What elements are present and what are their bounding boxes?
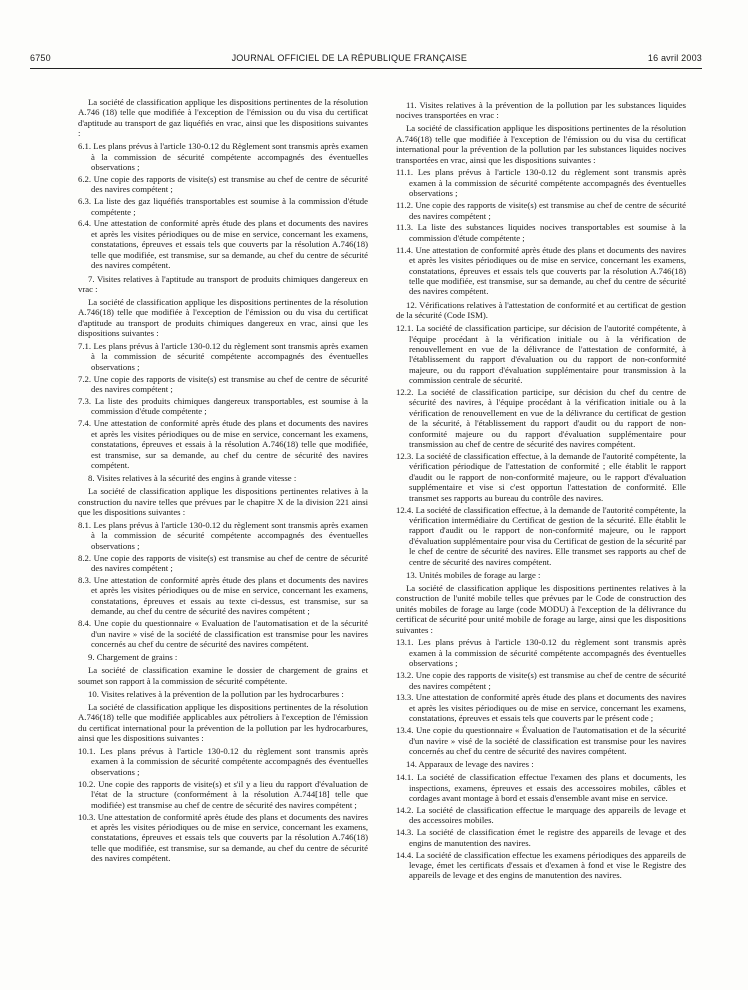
clause-text: Une copie des rapports de visite(s) est transmise au chef de centre de sécurité des navires compétent ; <box>91 373 368 395</box>
numbered-clause <box>396 670 686 691</box>
clause-number: 7.3. <box>78 395 92 406</box>
clause-number: 10.3. <box>78 811 96 822</box>
clause-number: 8.4. <box>78 618 92 629</box>
clause-text: La société de classification participe, sur décision de l'autorité compétente, à l'équipe procédant à la vérification initiale ou à la vérification de renouvellement en vue de la délivrance de l'attestation de conformité, à l'établissement du rapport d'évaluation ou du rapport de non-conformité majeure, ou du rapport d'évaluation supplémentaire pour transmission à la commission centrale de sécurité. <box>409 323 687 386</box>
clause-number: 12.1. <box>396 323 414 334</box>
clause-number: 6.1. <box>78 141 92 152</box>
numbered-clause <box>78 374 368 395</box>
clause-text: Une copie des rapports de visite(s) est transmise au chef de centre de sécurité des navires compétent ; <box>409 670 686 691</box>
numbered-clause <box>396 827 686 848</box>
paragraph: La société de classification applique les dispositions pertinentes de la résolution A.746(18) telle que modifiée à l'exception de l'émission ou du visa du certificat d'aptitude au transport de produits chimiques dangereux en vrac, ainsi que les dispositions suivantes : <box>78 296 368 339</box>
clause-number: 12.2. <box>396 387 414 398</box>
clause-number: 8.3. <box>78 574 92 585</box>
numbered-clause <box>78 418 368 470</box>
clause-text: Une attestation de conformité après étude des plans et documents des navires et après les visites périodiques ou de mise en service, concernant les examens, constatations, épreuves et essais au texte ci-dessus, est transmise, sur sa demande, au chef du centre de sécurité des navires compétent ; <box>91 574 369 617</box>
numbered-clause <box>78 520 368 551</box>
section-heading: 7. Visites relatives à l'aptitude au transport de produits chimiques dangereux en vrac : <box>78 273 368 294</box>
clause-text: Une copie du questionnaire « Evaluation de l'automatisation et de la sécurité d'un navire » visé de la société de classification est transmise pour les navires concernés au chef du centre de sécurité des navires compétent. <box>91 618 368 649</box>
numbered-clause <box>78 779 368 810</box>
clause-number: 14.1. <box>396 772 414 783</box>
clause-text: Les plans prévus à l'article 130-0.12 du règlement sont transmis après examen à la commission de sécurité compétente accompagnés des éventuelles observations ; <box>409 167 686 199</box>
numbered-clause <box>78 141 368 172</box>
clause-text: Une copie des rapports de visite(s) est transmise au chef de centre de sécurité des navires compétent ; <box>409 200 687 221</box>
paragraph: La société de classification applique les dispositions pertinentes de la résolution A.746(18) telle que modifiée applicables aux pétroliers à l'exception de l'émission du certificat international pour la prévention de la pollution par les hydrocarbures, ainsi que les dispositions suivantes : <box>78 701 368 744</box>
journal-title: JOURNAL OFFICIEL DE LA RÉPUBLIQUE FRANÇAISE <box>231 53 468 63</box>
section-heading: 11. Visites relatives à la prévention de la pollution par les substances liquides nocives transportées en vrac : <box>396 100 686 121</box>
numbered-clause <box>396 245 686 297</box>
clause-number: 11.3. <box>396 222 414 233</box>
numbered-clause <box>396 323 686 385</box>
clause-number: 8.1. <box>78 519 92 530</box>
paragraph: La société de classification applique les dispositions pertinentes de la résolution A.746(18) telle que modifiée à l'exception de l'émission ou du visa du certificat international pour la prévention de la pollution par les substances liquides nocives transportées en vrac, ainsi que les dispositions suivantes : <box>396 123 686 165</box>
section-heading: 14. Apparaux de levage des navires : <box>406 759 534 770</box>
clause-number: 13.2. <box>396 670 414 681</box>
clause-number: 11.1. <box>396 167 414 178</box>
clause-number: 14.2. <box>396 805 414 815</box>
clause-text: Une attestation de conformité après étude des plans et documents des navires et après les visites périodiques ou de mise en service, concernant les examens, constatations, épreuves et essais à la résolution A.746(18) telle que modifiée, est transmise, sur sa demande, au chef du centre de sécurité des navires compétent. <box>91 418 369 470</box>
clause-number: 13.3. <box>396 692 414 703</box>
clause-text: Une copie des rapports de visite(s) est transmise au chef de centre de sécurité des navires compétent ; <box>91 552 368 574</box>
clause-text: Les plans prévus à l'article 130-0.12 du règlement sont transmis après examen à la commission de sécurité compétente accompagnés des éventuelles observations ; <box>91 340 369 372</box>
numbered-clause <box>78 575 368 617</box>
page-header <box>30 51 702 65</box>
numbered-clause <box>396 805 686 826</box>
paragraph: La société de classification applique les dispositions pertinentes relatives à la construction du navire telles que prévues par le chapitre X de la division 221 ainsi que les dispositions suivantes : <box>78 486 368 518</box>
publication-date: 16 avril 2003 <box>647 53 702 63</box>
numbered-clause <box>396 850 686 881</box>
clause-text: La société de classification émet le registre des appareils de levage et des engins de manutention des navires. <box>409 827 686 848</box>
clause-number: 6.2. <box>78 173 92 184</box>
clause-text: Une attestation de conformité après étude des plans et documents des navires et après les visites périodiques ou de mise en service, concernant les examens, constatations, épreuves et essais tels que couverts par la résolution A.746(18) telle que modifiée, est transmise, sur sa demande, au chef du centre de sécurité des navires compétent. <box>91 218 369 271</box>
numbered-clause <box>396 505 686 567</box>
numbered-clause <box>78 618 368 649</box>
clause-text: La société de classification effectue le marquage des appareils de levage et des accessoires mobiles. <box>409 805 686 826</box>
clause-text: Une copie du questionnaire « Évaluation de l'automatisation et de la sécurité d'un navire » visé de la société de classification est transmise pour les navires concernés au chef du centre de sécurité des navires compétent. <box>409 725 687 756</box>
numbered-clause <box>78 218 368 270</box>
clause-number: 12.3. <box>396 451 414 461</box>
clause-text: La société de classification participe, sur décision du chef du centre de sécurité des navires, à l'équipe procédant à la vérification initiale ou à la vérification de renouvellement en vue de la délivrance du certificat de gestion de la sécurité, à l'établissement du rapport d'audit ou du rapport de non-conformité majeure ou du rapport d'évaluation supplémentaire pour transmission au chef de centre de sécurité des navires compétent. <box>409 387 686 450</box>
clause-number: 10.2. <box>78 778 96 789</box>
page-number: 6750 <box>30 53 51 63</box>
clause-text: Les plans prévus à l'article 130-0.12 du règlement sont transmis après examen à la commission de sécurité compétente accompagnés des éventuelles observations ; <box>91 746 368 777</box>
clause-text: Les plans prévus à l'article 130-0.12 du règlement sont transmis après examen à la commission de sécurité compétente accompagnés des éventuelles observations ; <box>91 519 369 551</box>
numbered-clause <box>78 812 368 864</box>
clause-number: 11.2. <box>396 200 414 211</box>
numbered-clause <box>396 222 686 243</box>
numbered-clause <box>396 387 686 449</box>
section-heading: 8. Visites relatives à la sécurité des engins à grande vitesse : <box>88 473 297 484</box>
clause-number: 14.3. <box>396 827 414 838</box>
clause-number: 6.3. <box>78 196 92 207</box>
paragraph: La société de classification applique les dispositions pertinentes de la résolution A.746 (18) telle que modifiée à l'exception de l'émission ou du visa du certificat d'aptitude au transport de gaz liquéfiés en vrac, ainsi que les dispositions suivantes : <box>78 97 368 139</box>
clause-number: 7.2. <box>78 373 92 384</box>
section-heading: 10. Visites relatives à la prévention de la pollution par les hydrocarbures : <box>88 689 344 700</box>
numbered-clause <box>78 396 368 417</box>
clause-number: 10.1. <box>78 746 96 757</box>
clause-text: Une copie des rapports de visite(s) est transmise au chef de centre de sécurité des navires compétent ; <box>91 173 368 195</box>
clause-text: La société de classification effectue les examens périodiques des appareils de levage, émet les certificats d'essais et d'examen à fond et vise le Registre des appareils de levage et des engins de manutention des navires. <box>409 849 686 881</box>
section-heading: 13. Unités mobiles de forage au large : <box>406 569 541 580</box>
section-heading: 9. Chargement de grains : <box>88 652 178 663</box>
numbered-clause <box>396 692 686 723</box>
clause-text: Une attestation de conformité après étude des plans et documents des navires et après les visites périodiques ou de mise en service, concernant les examens, constatations, épreuves et essais tels que couverts par la résolution A.746(18) telle que modifiée, est transmise, sur sa demande, au chef du centre de sécurité des navires compétent. <box>409 244 686 297</box>
clause-text: La société de classification effectue, à la demande de l'autorité compétente, la vérification intermédiaire du Certificat de gestion de la sécurité. Elle établit le rapport d'audit ou le rapport de non-conformité majeure, ou le rapport d'évaluation supplémentaire pour visa du Certificat de gestion de la sécurité par le chef de centre de sécurité des navires. Elle transmet ses rapports au chef de centre de sécurité des navires compétent. <box>409 504 687 567</box>
section-heading: 12. Vérifications relatives à l'attestation de conformité et au certificat de gestion de la sécurité (Code ISM). <box>396 299 686 321</box>
numbered-clause <box>78 746 368 777</box>
clause-number: 6.4. <box>78 218 92 229</box>
header-rule <box>30 68 702 69</box>
paragraph: La société de classification examine le dossier de chargement de grains et soumet son rapport à la commission de sécurité compétente. <box>78 665 368 686</box>
numbered-clause <box>396 637 686 668</box>
clause-text: La liste des substances liquides nocives transportables est soumise à la commission d'étude compétente ; <box>409 222 687 243</box>
clause-text: La société de classification effectue, à la demande de l'autorité compétente, la vérification périodique de l'attestation de conformité ; elle établit le rapport d'audit ou le rapport de non-conformité majeure, ou le rapport d'évaluation supplémentaire et vise si c'est opportun l'attestation de conformité. Elle transmet ses rapports au bureau du contrôle des navires. <box>409 451 687 503</box>
clause-number: 13.1. <box>396 637 414 648</box>
clause-text: Les plans prévus à l'article 130-0.12 du règlement sont transmis après examen à la commission de sécurité compétente accompagnés des éventuelles observations ; <box>409 637 686 669</box>
numbered-clause <box>78 174 368 195</box>
clause-number: 14.4. <box>396 849 414 860</box>
numbered-clause <box>396 451 686 503</box>
clause-text: Une attestation de conformité après étude des plans et documents des navires et après les visites périodiques ou de mise en service, concernant les examens, constatations, épreuves et essais tels que couverts par la résolution A.746(18) telle que modifiée, est transmise, sur sa demande, au chef du centre de sécurité des navires compétent. <box>91 811 368 864</box>
numbered-clause <box>78 341 368 372</box>
left-column <box>78 97 368 865</box>
paragraph: La société de classification applique les dispositions pertinentes relatives à la construction de l'unité mobile telles que prévues par le Code de construction des unités mobiles de forage au large (code MODU) à l'exception de la délivrance du certificat de sécurité pour unité mobile de forage au large, ainsi que les dispositions suivantes : <box>396 582 686 635</box>
numbered-clause <box>78 553 368 574</box>
clause-text: Les plans prévus à l'article 130-0.12 du Règlement sont transmis après examen à la commission de sécurité compétente accompagnés des éventuelles observations ; <box>91 141 369 172</box>
clause-number: 7.4. <box>78 418 92 429</box>
clause-text: La liste des gaz liquéfiés transportables est soumise à la commission d'étude compétente ; <box>91 196 369 217</box>
numbered-clause <box>396 725 686 756</box>
clause-text: Une attestation de conformité après étude des plans et documents des navires et après les visites périodiques ou de mise en service, concernant les examens, constatations, épreuves et essais tels que couverts par le présent code ; <box>409 692 686 724</box>
clause-text: Une copie des rapports de visite(s) et s'il y a lieu du rapport d'évaluation de l'état de la structure (conformément à la résolution A.744[18] telle que modifiée) est transmise au chef de centre de sécurité des navires compétent ; <box>91 778 369 810</box>
numbered-clause <box>396 772 686 803</box>
clause-text: La liste des produits chimiques dangereux transportables, est soumise à la commission d'étude compétente ; <box>91 395 368 417</box>
right-column <box>396 97 686 882</box>
clause-text: La société de classification effectue l'examen des plans et documents, les inspections, examens, épreuves et essais des accessoires mobiles, câbles et cordages avant montage à bord et essais d'ensemble avant mise en service. <box>409 772 686 804</box>
numbered-clause <box>396 167 686 198</box>
clause-number: 12.4. <box>396 504 414 515</box>
clause-number: 13.4. <box>396 725 414 736</box>
numbered-clause <box>396 200 686 221</box>
clause-number: 8.2. <box>78 552 92 563</box>
clause-number: 7.1. <box>78 340 92 351</box>
numbered-clause <box>78 196 368 217</box>
clause-number: 11.4. <box>396 244 414 255</box>
